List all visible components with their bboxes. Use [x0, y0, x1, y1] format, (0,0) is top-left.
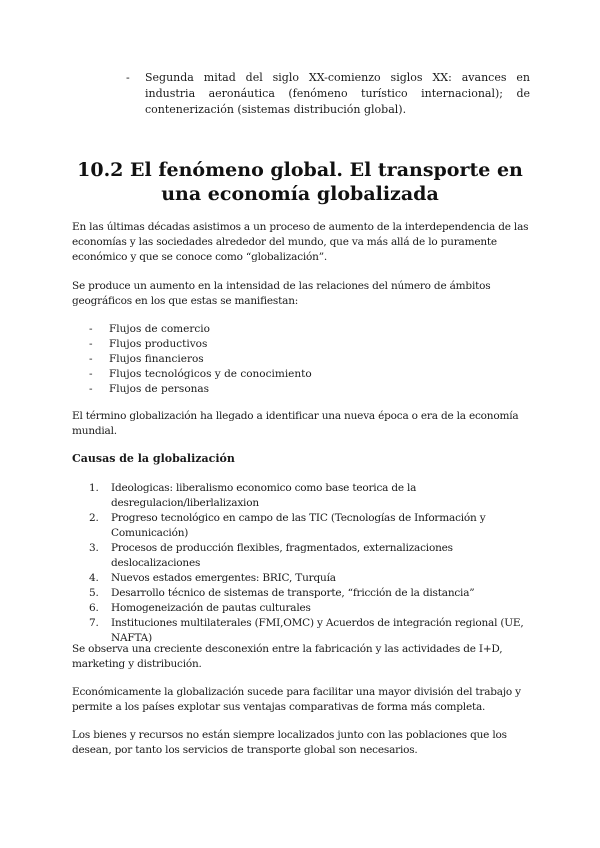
dash-marker: -: [89, 323, 93, 335]
flow-item-text: Flujos productivos: [109, 338, 208, 350]
list-item: [89, 337, 509, 352]
list-item: [89, 571, 529, 586]
list-item: [89, 601, 529, 616]
list-number: 2.: [89, 512, 99, 524]
list-item: [89, 481, 529, 511]
dash-marker: -: [126, 71, 130, 84]
cause-text: Progreso tecnológico en campo de las TIC (Tecnologías de Información y Comunicación): [111, 512, 486, 539]
list-number: 4.: [89, 572, 99, 584]
list-item: [89, 541, 529, 571]
section-heading: 10.2 El fenómeno global. El transporte en una economía globalizada: [77, 159, 523, 205]
causes-list: [89, 481, 529, 646]
paragraph-new-era: El término globalización ha llegado a identificar una nueva época o era de la economía mundial.: [72, 410, 519, 437]
dash-marker: -: [89, 353, 93, 365]
list-item: [89, 382, 509, 397]
flow-item-text: Flujos de comercio: [109, 323, 210, 335]
paragraph-disconnection: Se observa una creciente desconexión entre la fabricación y las actividades de I+D, marketing y distribución.: [72, 643, 503, 670]
flow-item-text: Flujos de personas: [109, 383, 210, 395]
cause-text: Homogeneización de pautas culturales: [111, 602, 311, 614]
list-number: 5.: [89, 587, 99, 599]
list-number: 1.: [89, 482, 99, 494]
list-item: [89, 352, 509, 367]
paragraph-interdependence: En las últimas décadas asistimos a un proceso de aumento de la interdependencia de las economías y las sociedades alrededor del mundo, que va más allá de lo puramente económico y que se conoce como “globalización”.: [72, 221, 529, 263]
cause-text: Ideologicas: liberalismo economico como base teorica de la desregulacion/liberlalizaxion: [111, 482, 417, 509]
intro-bullet-item: [126, 70, 530, 118]
list-item: [89, 367, 509, 382]
list-number: 3.: [89, 542, 99, 554]
flows-list: [89, 322, 509, 397]
paragraph-transport-services: Los bienes y recursos no están siempre localizados junto con las poblaciones que los desean, por tanto los servicios de transporte global son necesarios.: [72, 729, 507, 756]
cause-text: Instituciones multilaterales (FMI,OMC) y Acuerdos de integración regional (UE, NAFTA): [111, 617, 524, 644]
list-item: [89, 586, 529, 601]
intro-bullet-text: Segunda mitad del siglo XX-comienzo siglos XX: avances en industria aeronáutica (fenómeno turístico internacional); de contenerización (sistemas distribución global).: [145, 71, 530, 116]
cause-text: Desarrollo técnico de sistemas de transporte, “fricción de la distancia”: [111, 587, 475, 599]
dash-marker: -: [89, 368, 93, 380]
cause-text: Nuevos estados emergentes: BRIC, Turquía: [111, 572, 336, 584]
list-item: [89, 322, 509, 337]
dash-marker: -: [89, 383, 93, 395]
cause-text: Procesos de producción flexibles, fragmentados, externalizaciones deslocalizaciones: [111, 542, 453, 569]
list-item: [89, 511, 529, 541]
paragraph-division-of-labor: Económicamente la globalización sucede para facilitar una mayor división del trabajo y permite a los países explotar sus ventajas comparativas de forma más completa.: [72, 686, 521, 713]
paragraph-intensity: Se produce un aumento en la intensidad de las relaciones del número de ámbitos geográficos en los que estas se manifiestan:: [72, 280, 491, 307]
list-number: 6.: [89, 602, 99, 614]
flow-item-text: Flujos tecnológicos y de conocimiento: [109, 368, 312, 380]
flow-item-text: Flujos financieros: [109, 353, 204, 365]
causes-title: Causas de la globalización: [72, 452, 235, 465]
dash-marker: -: [89, 338, 93, 350]
list-number: 7.: [89, 617, 99, 629]
